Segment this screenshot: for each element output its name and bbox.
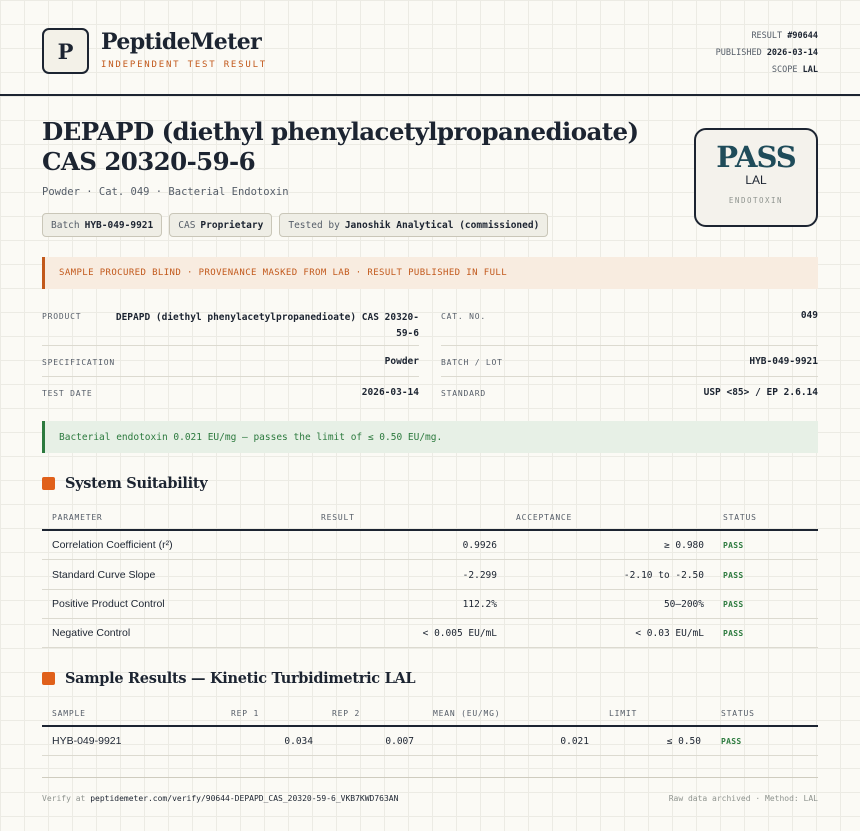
detail-standard — [441, 377, 818, 408]
logo-letter: P — [57, 38, 74, 64]
table-row — [42, 561, 818, 590]
section-title-text: Sample Results — Kinetic Turbidimetric LAL — [65, 670, 416, 687]
chip-label: Batch — [51, 219, 80, 231]
report-header — [0, 0, 860, 96]
col-header-mean: MEAN (EU/MG) — [433, 709, 501, 718]
detail-value: Powder — [384, 356, 419, 367]
archive-note: Raw data archived · Method: LAL — [668, 794, 818, 803]
detail-value — [116, 310, 419, 342]
result-cell: 112.2% — [462, 599, 497, 610]
detail-label: SPECIFICATION — [42, 358, 116, 367]
table-row — [42, 531, 818, 560]
parameter-cell: Correlation Coefficient (r²) — [52, 539, 173, 551]
detail-label: BATCH / LOT — [441, 358, 503, 367]
detail-label: CAT. NO. — [441, 312, 486, 321]
page-subtitle: Powder · Cat. 049 · Bacterial Endotoxin — [42, 186, 289, 198]
table-row — [42, 727, 818, 756]
chip-label: Tested by — [288, 219, 340, 231]
status-badge: PASS — [723, 541, 744, 550]
tested-by-chip — [279, 213, 548, 237]
detail-value: USP <85> / EP 2.6.14 — [703, 387, 818, 398]
col-header-limit: LIMIT — [609, 709, 638, 718]
blind-notice: SAMPLE PROCURED BLIND · PROVENANCE MASKED FROM LAB · RESULT PUBLISHED IN FULL — [42, 257, 818, 289]
result-cell: 0.9926 — [462, 540, 497, 551]
result-label: RESULT — [751, 31, 783, 41]
title-line-2: CAS 20320-59-6 — [42, 147, 256, 176]
detail-test-date — [42, 377, 419, 408]
table-row — [42, 619, 818, 648]
col-header-rep2: REP 2 — [332, 709, 361, 718]
detail-value: 2026-03-14 — [361, 387, 419, 398]
parameter-cell: Positive Product Control — [52, 598, 165, 610]
col-header-parameter: PARAMETER — [52, 513, 103, 522]
product-value-line-2: 59-6 — [396, 328, 419, 339]
verify-text — [42, 794, 398, 803]
rep1-cell: 0.034 — [284, 736, 313, 747]
col-header-acceptance: ACCEPTANCE — [516, 513, 573, 522]
status-badge: PASS — [721, 737, 742, 746]
col-header-sample: SAMPLE — [52, 709, 86, 718]
table-row — [42, 590, 818, 619]
chip-value: Janoshik Analytical (commissioned) — [344, 219, 540, 231]
pass-badge — [694, 128, 818, 227]
published-date: 2026-03-14 — [766, 48, 818, 58]
detail-product — [42, 300, 419, 346]
acceptance-cell: ≥ 0.980 — [663, 540, 704, 551]
chip-value: Proprietary — [200, 219, 264, 231]
rep2-cell: 0.007 — [385, 736, 414, 747]
product-value-line-1: DEPAPD (diethyl phenylacetylpropanedioate) CAS 20320- — [115, 312, 419, 323]
sample-cell: HYB-049-9921 — [52, 735, 122, 747]
footer-divider — [42, 777, 818, 778]
col-header-status: STATUS — [723, 513, 757, 522]
title-line-1: DEPAPD (diethyl phenylacetylpropanedioate) — [42, 117, 639, 146]
status-badge: PASS — [723, 571, 744, 580]
pass-word: PASS — [716, 140, 796, 174]
detail-specification — [42, 346, 419, 377]
result-id: #90644 — [787, 31, 818, 41]
result-summary: Bacterial endotoxin 0.021 EU/mg — passes the limit of ≤ 0.50 EU/mg. — [42, 421, 818, 453]
pass-category: ENDOTOXIN — [728, 196, 784, 205]
detail-value: HYB-049-9921 — [749, 356, 818, 367]
detail-batch — [441, 346, 818, 377]
page-title — [42, 117, 682, 177]
scope-value: LAL — [802, 65, 818, 75]
acceptance-cell: -2.10 to -2.50 — [623, 570, 704, 581]
chip-row — [42, 213, 548, 237]
acceptance-cell: 50–200% — [663, 599, 704, 610]
section-marker-icon — [42, 672, 55, 685]
status-badge: PASS — [723, 600, 744, 609]
acceptance-cell: < 0.03 EU/mL — [635, 628, 704, 639]
parameter-cell: Standard Curve Slope — [52, 569, 156, 581]
brand-name: PeptideMeter — [101, 29, 262, 55]
col-header-rep1: REP 1 — [231, 709, 260, 718]
col-header-status: STATUS — [721, 709, 755, 718]
parameter-cell: Negative Control — [52, 627, 131, 639]
detail-label: STANDARD — [441, 389, 486, 398]
samples-title — [42, 670, 415, 687]
result-cell: -2.299 — [462, 570, 497, 581]
chip-label: CAS — [178, 219, 196, 231]
result-cell: < 0.005 EU/mL — [422, 628, 497, 639]
batch-chip — [42, 213, 162, 237]
detail-value: 049 — [800, 310, 818, 321]
brand-logo — [42, 28, 89, 74]
report-meta — [716, 28, 818, 79]
verify-link[interactable]: peptidemeter.com/verify/90644-DEPAPD_CAS_20320-59-6_VKB7KWD763AN — [90, 794, 399, 803]
verify-prefix: Verify at — [42, 794, 86, 803]
limit-cell: ≤ 0.50 — [666, 736, 701, 747]
detail-label: TEST DATE — [42, 389, 93, 398]
published-label: PUBLISHED — [715, 48, 762, 58]
detail-catno — [441, 300, 818, 346]
pass-method: LAL — [745, 173, 767, 187]
scope-label: SCOPE — [771, 65, 798, 75]
detail-label: PRODUCT — [42, 312, 82, 321]
cas-chip — [169, 213, 272, 237]
brand-tagline: INDEPENDENT TEST RESULT — [101, 60, 268, 70]
section-marker-icon — [42, 477, 55, 490]
status-badge: PASS — [723, 629, 744, 638]
col-header-result: RESULT — [321, 513, 355, 522]
mean-cell: 0.021 — [560, 736, 589, 747]
suitability-title — [42, 475, 207, 492]
section-title-text: System Suitability — [65, 475, 208, 492]
chip-value: HYB-049-9921 — [84, 219, 154, 231]
